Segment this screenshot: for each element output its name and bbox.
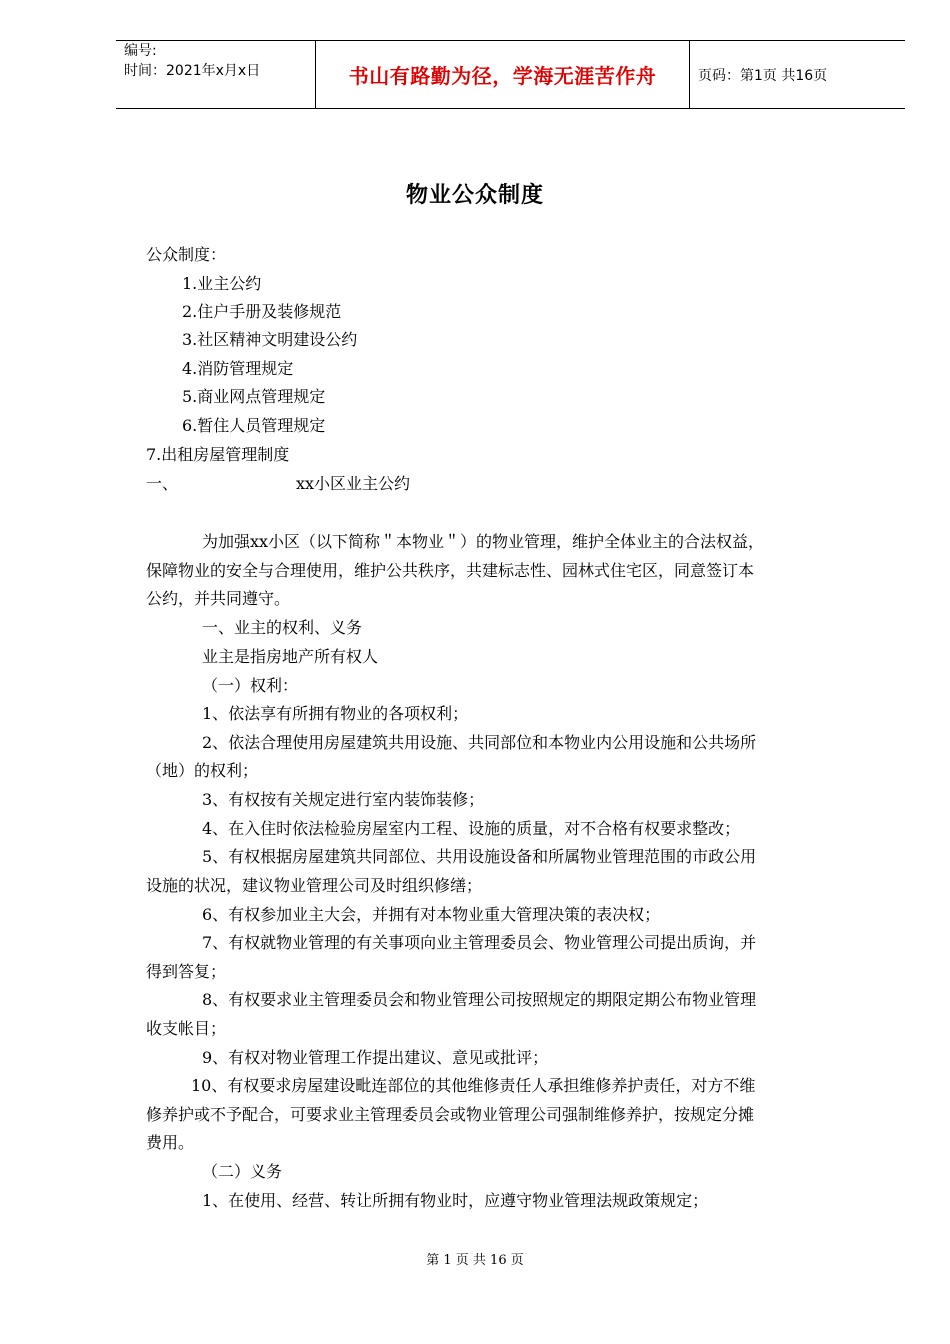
page-footer (0, 1249, 950, 1268)
body-line: 4、在入住时依法检验房屋室内工程、设施的质量，对不合格有权要求整改； (202, 819, 741, 838)
header-motto-cell (316, 41, 690, 108)
body-line: 公约，并共同遵守。 (146, 589, 291, 608)
list-item: 3.社区精神文明建设公约 (182, 330, 358, 349)
body-line: 7、有权就物业管理的有关事项向业主管理委员会、物业管理公司提出质询，并 (202, 933, 757, 952)
list-item: 2.住户手册及装修规范 (182, 302, 342, 321)
body-line: 修养护或不予配合，可要求业主管理委员会或物业管理公司强制维修养护，按规定分摊 (146, 1105, 755, 1124)
body-line: 保障物业的安全与合理使用，维护公共秩序，共建标志性、园林式住宅区，同意签订本 (146, 561, 755, 580)
footer-page-number: 第 1 页 共 16 页 (426, 1253, 524, 1268)
body-line: 9、有权对物业管理工作提出建议、意见或批评； (202, 1048, 549, 1067)
body-line: 费用。 (146, 1133, 195, 1152)
list-item: 5.商业网点管理规定 (182, 387, 326, 406)
body-line: 3、有权按有关规定进行室内装饰装修； (202, 790, 485, 809)
body-line: （地）的权利； (146, 761, 259, 780)
header-info-cell (116, 41, 316, 108)
list-item: 6.暂住人员管理规定 (182, 416, 326, 435)
body-line: 5、有权根据房屋建筑共同部位、共用设施设备和所属物业管理范围的市政公用 (202, 847, 757, 866)
list-item: 1.业主公约 (182, 274, 262, 293)
body-line: （一）权利： (202, 676, 299, 695)
page-header (116, 40, 905, 109)
body-line: 得到答复； (146, 962, 227, 981)
list-item: 4.消防管理规定 (182, 359, 294, 378)
header-motto: 书山有路勤为径，学海无涯苦作舟 (348, 64, 657, 88)
body-line: 一、业主的权利、义务 (202, 618, 363, 637)
body-line: 公众制度： (146, 245, 227, 264)
body-line: （二）义务 (202, 1162, 283, 1181)
list-item: 7.出租房屋管理制度 (146, 445, 290, 464)
body-line: 设施的状况，建议物业管理公司及时组织修缮； (146, 876, 483, 895)
body-line: 2、依法合理使用房屋建筑共用设施、共同部位和本物业内公用设施和公共场所 (202, 733, 757, 752)
header-number-label: 编号: (124, 43, 157, 59)
body-line: 收支帐目； (146, 1019, 227, 1038)
body-line: 业主是指房地产所有权人 (202, 647, 379, 666)
document-title: 物业公众制度 (405, 183, 544, 208)
body-line: 为加强xx小区（以下简称＂本物业＂）的物业管理，维护全体业主的合法权益， (202, 532, 765, 551)
section-heading: xx小区业主公约 (296, 474, 411, 493)
body-line: 10、有权要求房屋建设毗连部位的其他维修责任人承担维修养护责任，对方不维 (191, 1076, 756, 1095)
body-line: 8、有权要求业主管理委员会和物业管理公司按照规定的期限定期公布物业管理 (202, 990, 757, 1009)
header-time: 时间：2021年x月x日 (124, 63, 261, 79)
section-number: 一、 (146, 474, 179, 493)
header-page-cell (690, 41, 905, 108)
body-line: 1、在使用、经营、转让所拥有物业时，应遵守物业管理法规政策规定； (202, 1191, 709, 1210)
body-line: 6、有权参加业主大会，并拥有对本物业重大管理决策的表决权； (202, 905, 661, 924)
header-page-code: 页码：第1页 共16页 (698, 67, 828, 84)
body-line: 1、依法享有所拥有物业的各项权利； (202, 704, 469, 723)
